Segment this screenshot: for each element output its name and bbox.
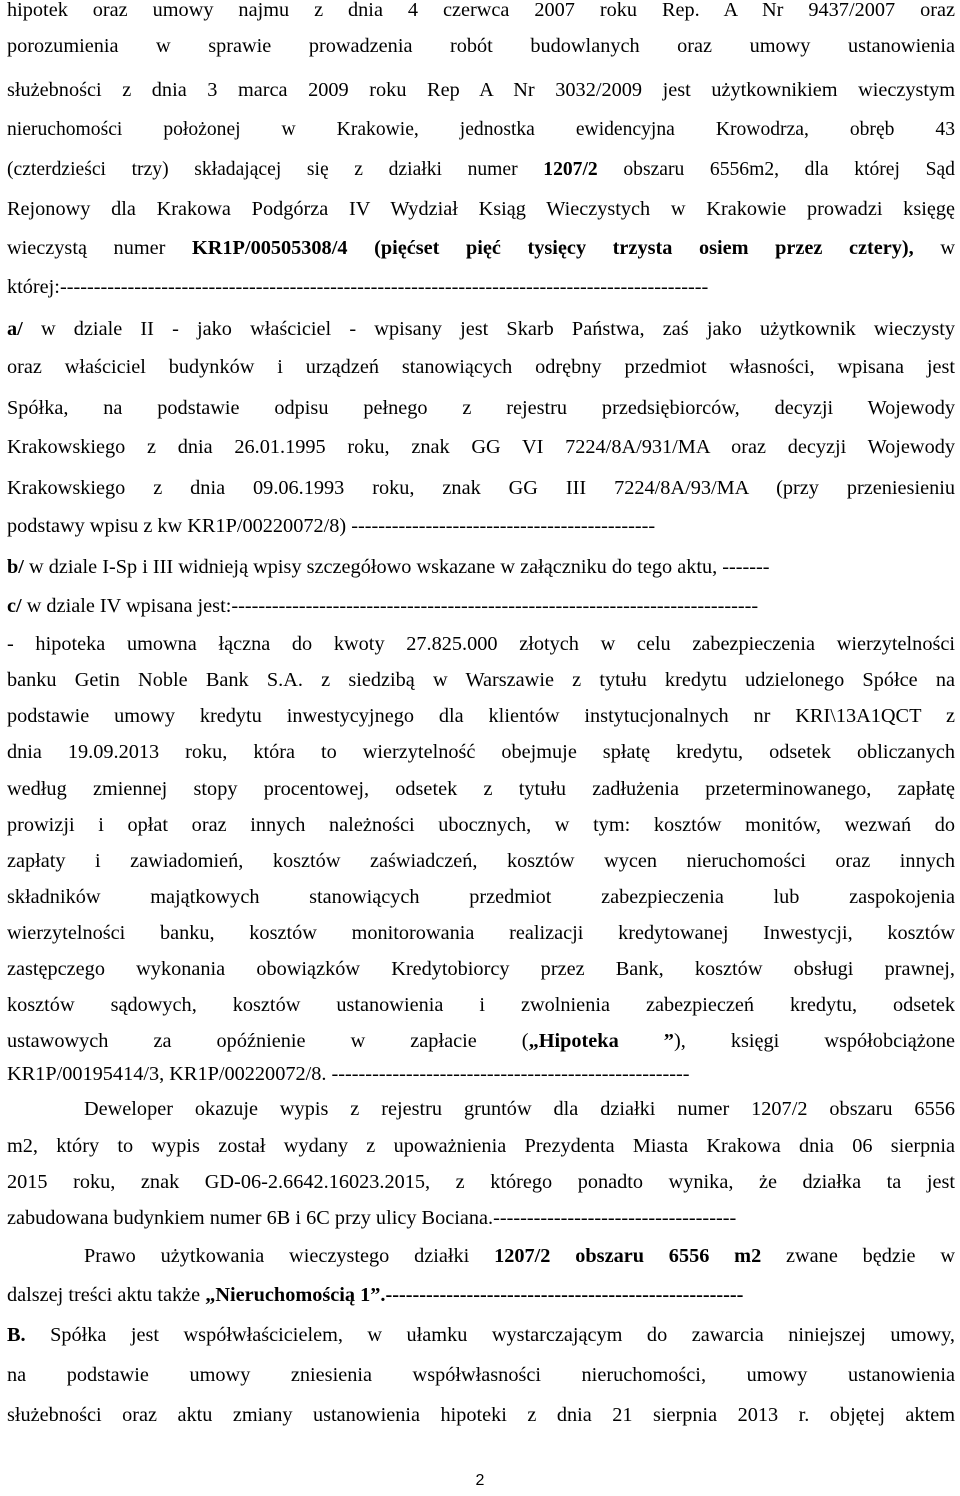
text-line: - hipoteka umowna łączna do kwoty 27.825.000 złotych w celu zabezpieczenia wierzytelności xyxy=(7,633,955,655)
text-line: prowizji i opłat oraz innych należności ubocznych, w tym: kosztów monitów, wezwań do xyxy=(7,814,955,836)
text-line: oraz właściciel budynków i urządzeń stanowiących odrębny przedmiot własności, wpisana jest xyxy=(7,356,955,378)
text-line: Krakowskiego z dnia 09.06.1993 roku, znak GG III 7224/8A/93/MA (przy przeniesieniu xyxy=(7,477,955,499)
text-line: porozumienia w sprawie prowadzenia robót budowlanych oraz umowy ustanowienia xyxy=(7,35,955,57)
text-line: podstawy wpisu z kw KR1P/00220072/8) --------------------------------------------- xyxy=(7,515,656,537)
text-line: Spółka, na podstawie odpisu pełnego z rejestru przedsiębiorców, decyzji Wojewody xyxy=(7,397,955,419)
text-line: m2, który to wypis został wydany z upoważnienia Prezydenta Miasta Krakowa dnia 06 sierpnia xyxy=(7,1135,955,1157)
text-line: c/ w dziale IV wpisana jest:------------------------------------------------------------------------------ xyxy=(7,595,759,617)
text-line: Rejonowy dla Krakowa Podgórza IV Wydział Ksiąg Wieczystych w Krakowie prowadzi księgę xyxy=(7,198,955,220)
text-line: służebności z dnia 3 marca 2009 roku Rep A Nr 3032/2009 jest użytkownikiem wieczystym xyxy=(7,79,955,101)
text-line: Krakowskiego z dnia 26.01.1995 roku, znak GG VI 7224/8A/931/MA oraz decyzji Wojewody xyxy=(7,436,955,458)
text-line: zastępczego wykonania obowiązków Kredytobiorcy przez Bank, kosztów obsługi prawnej, xyxy=(7,958,955,980)
text-line: podstawie umowy kredytu inwestycyjnego dla klientów instytucjonalnych nr KRI\13A1QCT z xyxy=(7,705,955,727)
text-line: składników majątkowych stanowiących przedmiot zabezpieczenia lub zaspokojenia xyxy=(7,886,955,908)
text-line: na podstawie umowy zniesienia współwłasności nieruchomości, umowy ustanowienia xyxy=(7,1364,955,1386)
text-line: B. Spółka jest współwłaścicielem, w ułamku wystarczającym do zawarcia niniejszej umowy, xyxy=(7,1324,955,1346)
text-line: 2015 roku, znak GD-06-2.6642.16023.2015, z którego ponadto wynika, że działka ta jest xyxy=(7,1171,955,1193)
text-line: wieczystą numer KR1P/00505308/4 (pięćset pięć tysięcy trzysta osiem przez cztery), w xyxy=(7,237,955,259)
text-line: dnia 19.09.2013 roku, która to wierzytelność obejmuje spłatę kredytu, odsetek obliczanych xyxy=(7,741,955,763)
text-line: zabudowana budynkiem numer 6B i 6C przy ulicy Bociana.------------------------------------ xyxy=(7,1207,737,1229)
text-line: b/ w dziale I-Sp i III widnieją wpisy szczegółowo wskazane w załączniku do tego aktu, ------- xyxy=(7,556,770,578)
page-number: 2 xyxy=(475,1472,485,1489)
text-line: (czterdzieści trzy) składającej się z działki numer 1207/2 obszaru 6556m2, dla której Sąd xyxy=(7,159,955,180)
text-line: według zmiennej stopy procentowej, odsetek z tytułu zadłużenia przeterminowanego, zapłatę xyxy=(7,778,955,800)
text-line: a/ w dziale II - jako właściciel - wpisany jest Skarb Państwa, zaś jako użytkownik wieczysty xyxy=(7,318,955,340)
text-line: KR1P/00195414/3, KR1P/00220072/8. ----------------------------------------------------- xyxy=(7,1063,690,1085)
text-line: banku Getin Noble Bank S.A. z siedzibą w Warszawie z tytułu kredytu udzielonego Spółce na xyxy=(7,669,955,691)
text-line: której:------------------------------------------------------------------------------------------------ xyxy=(7,276,709,298)
text-line: hipotek oraz umowy najmu z dnia 4 czerwca 2007 roku Rep. A Nr 9437/2007 oraz xyxy=(7,0,955,21)
text-line: zapłaty i zawiadomień, kosztów zaświadczeń, kosztów wycen nieruchomości oraz innych xyxy=(7,850,955,872)
text-line: służebności oraz aktu zmiany ustanowienia hipoteki z dnia 21 sierpnia 2013 r. objętej aktem xyxy=(7,1404,955,1426)
text-line: dalszej treści aktu także „Nieruchomością 1”.----------------------------------------------------- xyxy=(7,1284,744,1306)
text-line: ustawowych za opóźnienie w zapłacie („Hipoteka ”), księgi współobciążone xyxy=(7,1030,955,1052)
text-line: wierzytelności banku, kosztów monitorowania realizacji kredytowanej Inwestycji, kosztów xyxy=(7,922,955,944)
text-line: Deweloper okazuje wypis z rejestru gruntów dla działki numer 1207/2 obszaru 6556 xyxy=(84,1098,955,1120)
text-line: Prawo użytkowania wieczystego działki 1207/2 obszaru 6556 m2 zwane będzie w xyxy=(84,1245,955,1267)
text-line: nieruchomości położonej w Krakowie, jednostka ewidencyjna Krowodrza, obręb 43 xyxy=(7,119,955,140)
text-line: kosztów sądowych, kosztów ustanowienia i zwolnienia zabezpieczeń kredytu, odsetek xyxy=(7,994,955,1016)
